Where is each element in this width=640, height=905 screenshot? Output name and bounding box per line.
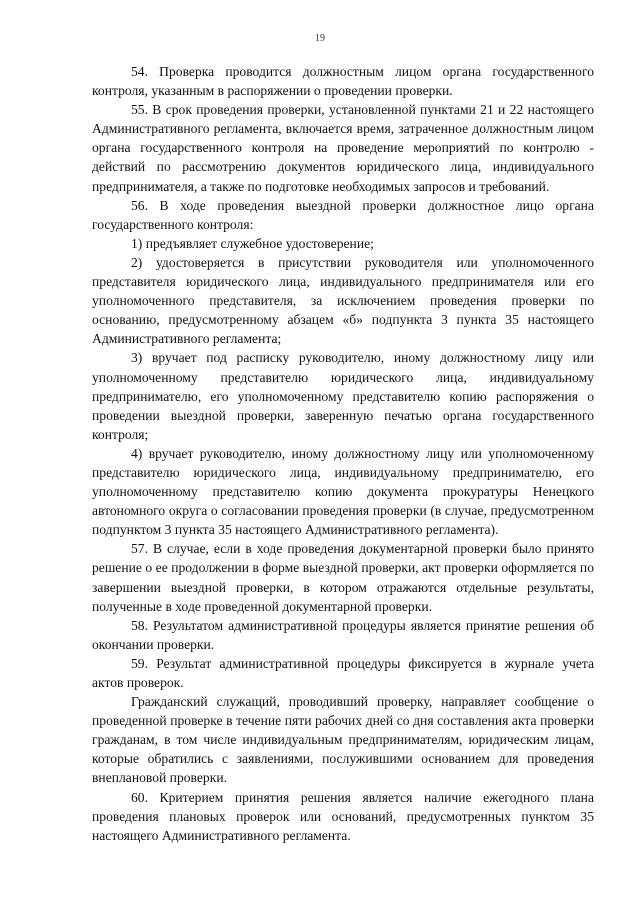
paragraph-59-notice: Гражданский служащий, проводивший проверку, направляет сообщение о проведенной проверке в течение пяти рабочих дней со дня составления акта проверки гражданам, в том числе индивидуальным предпринимателям, юридическим лицам, которые обратились с заявлениями, послужившими основанием для проведения внеплановой проверки. <box>92 694 594 786</box>
page-number: 19 <box>315 33 325 44</box>
paragraph-54: 54. Проверка проводится должностным лицом органа государственного контроля, указанным в распоряжении о проведении проверки. <box>92 64 594 99</box>
list-item-56-2: 2) удостоверяется в присутствии руководителя или уполномоченного представителя юридического лица, индивидуального предпринимателя или его уполномоченного представителя, за исключением проведения проверки по основанию, предусмотренному абзацем «б» подпункта 3 пункта 35 настоящего Административного регламента; <box>92 254 594 347</box>
list-item-56-4: 4) вручает руководителю, иному должностному лицу или уполномоченному представителю юридического лица, индивидуальному предпринимателю, его уполномоченному представителю копию документа прокуратуры Ненецкого автономного округа о согласовании проведения проверки (в случае, предусмотренном подпунктом 3 пункта 35 настоящего Административного регламента). <box>92 445 594 538</box>
list-item-56-1: 1) предъявляет служебное удостоверение; <box>131 235 374 251</box>
paragraph-60: 60. Критерием принятия решения является наличие ежегодного плана проведения плановых проверок или оснований, предусмотренных пунктом 35 настоящего Административного регламента. <box>92 789 594 843</box>
list-item-56-3: 3) вручает под расписку руководителю, иному должностному лицу или уполномоченному представителю юридического лица, индивидуальному предпринимателю, его уполномоченному представителю копию распоряжения о проведении выездной проверки, заверенную печатью органа государственного контроля; <box>92 350 594 442</box>
paragraph-59: 59. Результат административной процедуры фиксируется в журнале учета актов проверок. <box>92 655 594 690</box>
paragraph-55: 55. В срок проведения проверки, установленной пунктами 21 и 22 настоящего Административного регламента, включается время, затраченное должностным лицом органа государственного контроля на проведение мероприятий по контролю - действий по рассмотрению документов юридического лица, индивидуального предпринимателя, а также по подготовке необходимых запросов и требований. <box>92 102 594 194</box>
paragraph-57: 57. В случае, если в ходе проведения документарной проверки было принято решение о ее продолжении в форме выездной проверки, акт проверки оформляется по завершении выездной проверки, в котором отражаются отдельные результаты, полученные в ходе проведенной документарной проверки. <box>92 541 594 614</box>
paragraph-58: 58. Результатом административной процедуры является принятие решения об окончании проверки. <box>92 617 594 652</box>
paragraph-56: 56. В ходе проведения выездной проверки должностное лицо органа государственного контроля: <box>92 197 594 232</box>
document-body <box>92 62 594 845</box>
